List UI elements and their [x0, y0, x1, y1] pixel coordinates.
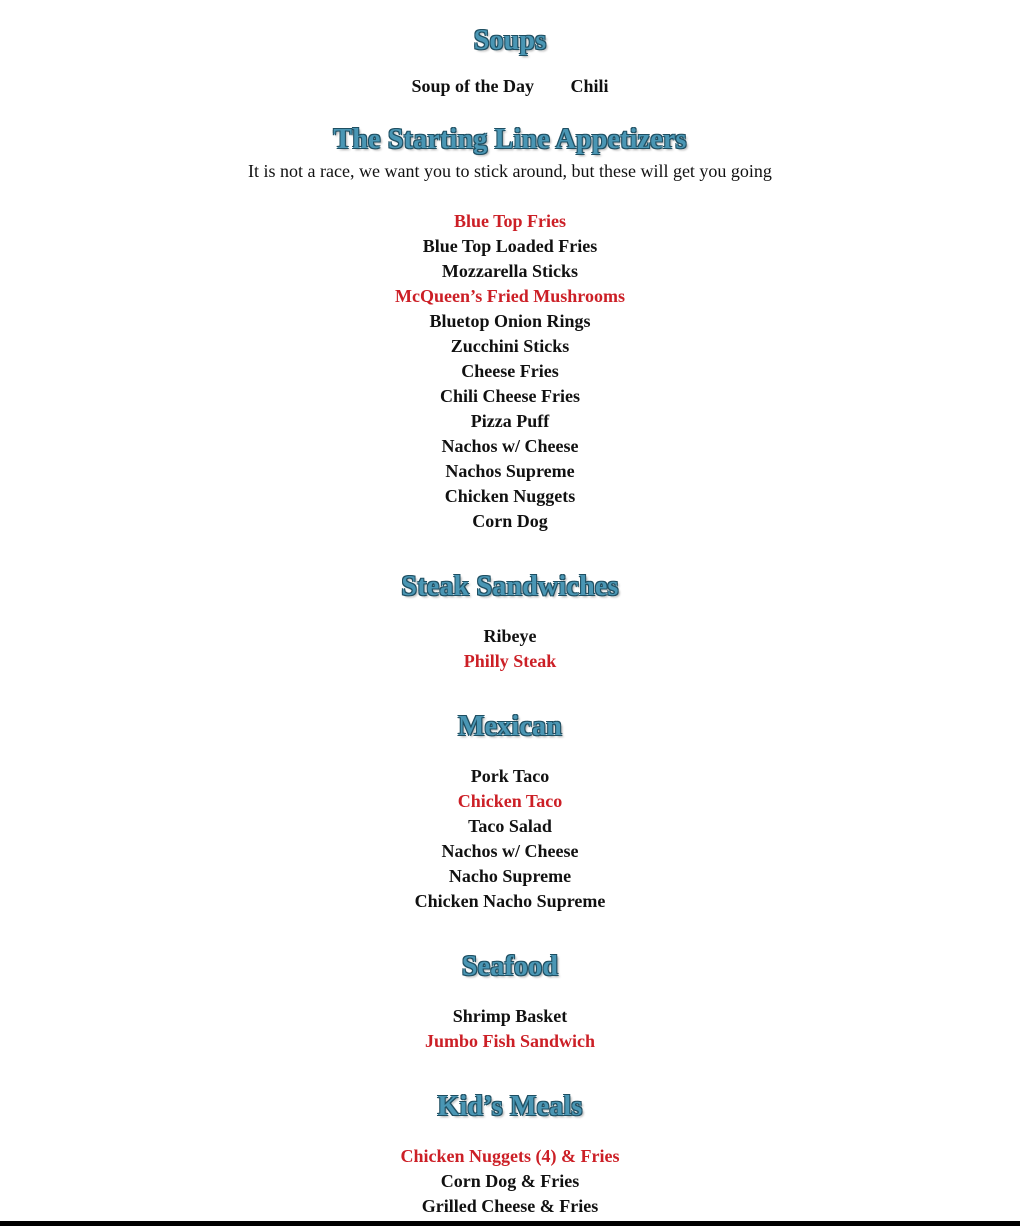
mexican-heading: Mexican — [457, 711, 563, 742]
menu-item: Chili Cheese Fries — [440, 386, 580, 406]
menu-item: Chicken Nacho Supreme — [414, 891, 606, 911]
steak-sandwiches-list — [0, 624, 1020, 674]
menu-item: Taco Salad — [468, 816, 552, 836]
menu-item: Nachos w/ Cheese — [441, 436, 579, 456]
menu-item: Chicken Nuggets — [444, 486, 576, 506]
soups-heading: Soups — [473, 25, 547, 56]
menu-item: Corn Dog & Fries — [440, 1171, 580, 1191]
menu-item: McQueen’s Fried Mushrooms — [395, 286, 625, 306]
soup-item: Soup of the Day — [411, 76, 534, 96]
steak-sandwiches-heading: Steak Sandwiches — [401, 571, 619, 602]
appetizers-heading: The Starting Line Appetizers — [333, 124, 687, 155]
soups-items — [0, 74, 1020, 99]
menu-item: Zucchini Sticks — [450, 336, 570, 356]
menu-item: Mozzarella Sticks — [441, 261, 579, 281]
menu-item: Blue Top Fries — [453, 211, 567, 231]
menu-item: Ribeye — [483, 626, 537, 646]
kids-meals-list — [0, 1144, 1020, 1219]
seafood-list — [0, 1004, 1020, 1054]
menu-item: Cheese Fries — [461, 361, 559, 381]
menu-item: Nacho Supreme — [448, 866, 572, 886]
menu-item: Chicken Nuggets (4) & Fries — [400, 1146, 620, 1166]
menu-item: Nachos Supreme — [445, 461, 575, 481]
seafood-heading: Seafood — [461, 951, 559, 982]
menu-item: Pork Taco — [470, 766, 550, 786]
menu-item: Nachos w/ Cheese — [441, 841, 579, 861]
menu-item: Shrimp Basket — [452, 1006, 568, 1026]
mexican-list — [0, 764, 1020, 914]
menu-item: Blue Top Loaded Fries — [422, 236, 598, 256]
menu-item: Philly Steak — [463, 651, 557, 671]
page-bottom-rule — [0, 1221, 1020, 1226]
kids-meals-heading: Kid’s Meals — [437, 1091, 583, 1122]
menu-item: Grilled Cheese & Fries — [421, 1196, 599, 1216]
menu-item: Jumbo Fish Sandwich — [424, 1031, 596, 1051]
menu-item: Bluetop Onion Rings — [429, 311, 591, 331]
menu-item: Corn Dog — [472, 511, 548, 531]
appetizers-tagline: It is not a race, we want you to stick around, but these will get you going — [248, 161, 772, 181]
appetizers-list — [0, 209, 1020, 534]
menu-item: Pizza Puff — [470, 411, 550, 431]
menu-item: Chicken Taco — [457, 791, 563, 811]
soup-item: Chili — [570, 76, 609, 96]
